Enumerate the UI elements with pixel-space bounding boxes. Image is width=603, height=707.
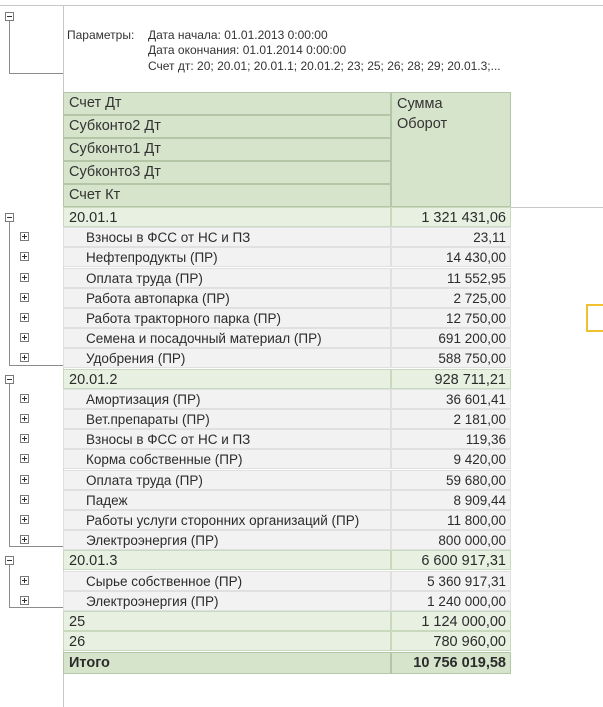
group-row[interactable] <box>63 369 511 389</box>
expand-row-icon[interactable] <box>20 353 29 362</box>
row-sum: 1 240 000,00 <box>391 591 511 611</box>
row-sum: 23,11 <box>391 227 511 247</box>
row-name: Семена и посадочный материал (ПР) <box>63 328 391 348</box>
row-name: Электроэнергия (ПР) <box>63 530 391 550</box>
group-row[interactable] <box>63 611 511 631</box>
row-sum: 2 725,00 <box>391 288 511 308</box>
row-sum: 2 181,00 <box>391 409 511 429</box>
expand-row-icon[interactable] <box>20 576 29 585</box>
tree-line <box>9 546 63 547</box>
detail-row[interactable] <box>63 470 511 490</box>
row-sum: 780 960,00 <box>391 631 511 651</box>
detail-row[interactable] <box>63 288 511 308</box>
row-name: 25 <box>63 611 391 631</box>
row-name: Оплата труда (ПР) <box>63 268 391 288</box>
expand-row-icon[interactable] <box>20 293 29 302</box>
row-sum: 14 430,00 <box>391 247 511 267</box>
row-name: Работы услуги сторонних организаций (ПР) <box>63 510 391 530</box>
expand-row-icon[interactable] <box>20 273 29 282</box>
row-sum: 588 750,00 <box>391 348 511 368</box>
tree-line <box>9 607 63 608</box>
detail-row[interactable] <box>63 268 511 288</box>
expand-row-icon[interactable] <box>20 394 29 403</box>
detail-row[interactable] <box>63 247 511 267</box>
collapse-group-icon[interactable] <box>5 213 14 222</box>
row-sum: 8 909,44 <box>391 490 511 510</box>
row-name: 20.01.1 <box>63 207 391 227</box>
row-sum: 5 360 917,31 <box>391 571 511 591</box>
collapse-group-icon[interactable] <box>5 556 14 565</box>
detail-row[interactable] <box>63 409 511 429</box>
expand-row-icon[interactable] <box>20 333 29 342</box>
row-name: Оплата труда (ПР) <box>63 470 391 490</box>
expand-row-icon[interactable] <box>20 454 29 463</box>
collapse-parameters-icon[interactable] <box>5 12 14 21</box>
detail-row[interactable] <box>63 348 511 368</box>
row-name: 20.01.3 <box>63 550 391 570</box>
row-name: Нефтепродукты (ПР) <box>63 247 391 267</box>
detail-row[interactable] <box>63 449 511 469</box>
row-sum: 928 711,21 <box>391 369 511 389</box>
row-name: Амортизация (ПР) <box>63 389 391 409</box>
row-sum: 11 800,00 <box>391 510 511 530</box>
row-name: Работа автопарка (ПР) <box>63 288 391 308</box>
row-name: Сырье собственное (ПР) <box>63 571 391 591</box>
group-row[interactable] <box>63 631 511 651</box>
header-subconto3-dt: Субконто3 Дт <box>63 161 391 184</box>
header-sum-turnover <box>391 92 511 207</box>
side-panel-edge[interactable] <box>586 304 603 332</box>
row-name: Корма собственные (ПР) <box>63 449 391 469</box>
detail-row[interactable] <box>63 571 511 591</box>
row-name: Удобрения (ПР) <box>63 348 391 368</box>
row-name: Взносы в ФСС от НС и ПЗ <box>63 227 391 247</box>
parameter-end-date: Дата окончания: 01.01.2014 0:00:00 <box>148 43 347 57</box>
report-right-border <box>511 207 603 208</box>
row-name: 20.01.2 <box>63 369 391 389</box>
row-sum: 1 321 431,06 <box>391 207 511 227</box>
tree-line <box>9 365 63 366</box>
group-row[interactable] <box>63 207 511 227</box>
tree-line <box>9 565 10 607</box>
detail-row[interactable] <box>63 308 511 328</box>
row-name: Электроэнергия (ПР) <box>63 591 391 611</box>
row-name: Работа тракторного парка (ПР) <box>63 308 391 328</box>
expand-row-icon[interactable] <box>20 252 29 261</box>
detail-row[interactable] <box>63 591 511 611</box>
row-sum: 691 200,00 <box>391 328 511 348</box>
header-account-dt: Счет Дт <box>63 92 391 115</box>
row-name: Падеж <box>63 490 391 510</box>
row-sum: 9 420,00 <box>391 449 511 469</box>
header-subconto2-dt: Субконто2 Дт <box>63 115 391 138</box>
row-name: Вет.препараты (ПР) <box>63 409 391 429</box>
row-name: 26 <box>63 631 391 651</box>
tree-line <box>9 21 10 73</box>
expand-row-icon[interactable] <box>20 414 29 423</box>
tree-line <box>9 222 10 365</box>
row-sum: 36 601,41 <box>391 389 511 409</box>
row-sum: 12 750,00 <box>391 308 511 328</box>
row-sum: 119,36 <box>391 429 511 449</box>
expand-row-icon[interactable] <box>20 475 29 484</box>
expand-row-icon[interactable] <box>20 232 29 241</box>
header-turnover-label: Оборот <box>397 116 448 132</box>
expand-row-icon[interactable] <box>20 495 29 504</box>
tree-line <box>9 73 63 74</box>
row-sum: 11 552,95 <box>391 268 511 288</box>
group-row[interactable] <box>63 550 511 570</box>
parameters-label: Параметры: <box>67 28 135 42</box>
parameter-accounts: Счет дт: 20; 20.01; 20.01.1; 20.01.2; 23; 25; 26; 28; 29; 20.01.3;... <box>148 59 501 73</box>
header-subconto1-dt: Субконто1 Дт <box>63 138 391 161</box>
tree-line <box>9 384 10 546</box>
expand-row-icon[interactable] <box>20 313 29 322</box>
row-sum: 800 000,00 <box>391 530 511 550</box>
row-name: Итого <box>63 652 391 674</box>
header-account-kt: Счет Кт <box>63 184 391 207</box>
detail-row[interactable] <box>63 227 511 247</box>
parameter-start-date: Дата начала: 01.01.2013 0:00:00 <box>148 28 328 42</box>
detail-row[interactable] <box>63 490 511 510</box>
row-sum: 59 680,00 <box>391 470 511 490</box>
detail-row[interactable] <box>63 530 511 550</box>
expand-row-icon[interactable] <box>20 535 29 544</box>
expand-row-icon[interactable] <box>20 434 29 443</box>
detail-row[interactable] <box>63 328 511 348</box>
detail-row[interactable] <box>63 510 511 530</box>
row-sum: 6 600 917,31 <box>391 550 511 570</box>
expand-row-icon[interactable] <box>20 596 29 605</box>
detail-row[interactable] <box>63 389 511 409</box>
detail-row[interactable] <box>63 429 511 449</box>
expand-row-icon[interactable] <box>20 515 29 524</box>
header-sum-label: Сумма <box>397 96 443 112</box>
row-sum: 10 756 019,58 <box>391 652 511 674</box>
row-name: Взносы в ФСС от НС и ПЗ <box>63 429 391 449</box>
top-border <box>0 5 603 6</box>
collapse-group-icon[interactable] <box>5 375 14 384</box>
row-sum: 1 124 000,00 <box>391 611 511 631</box>
total-row[interactable] <box>63 652 511 674</box>
